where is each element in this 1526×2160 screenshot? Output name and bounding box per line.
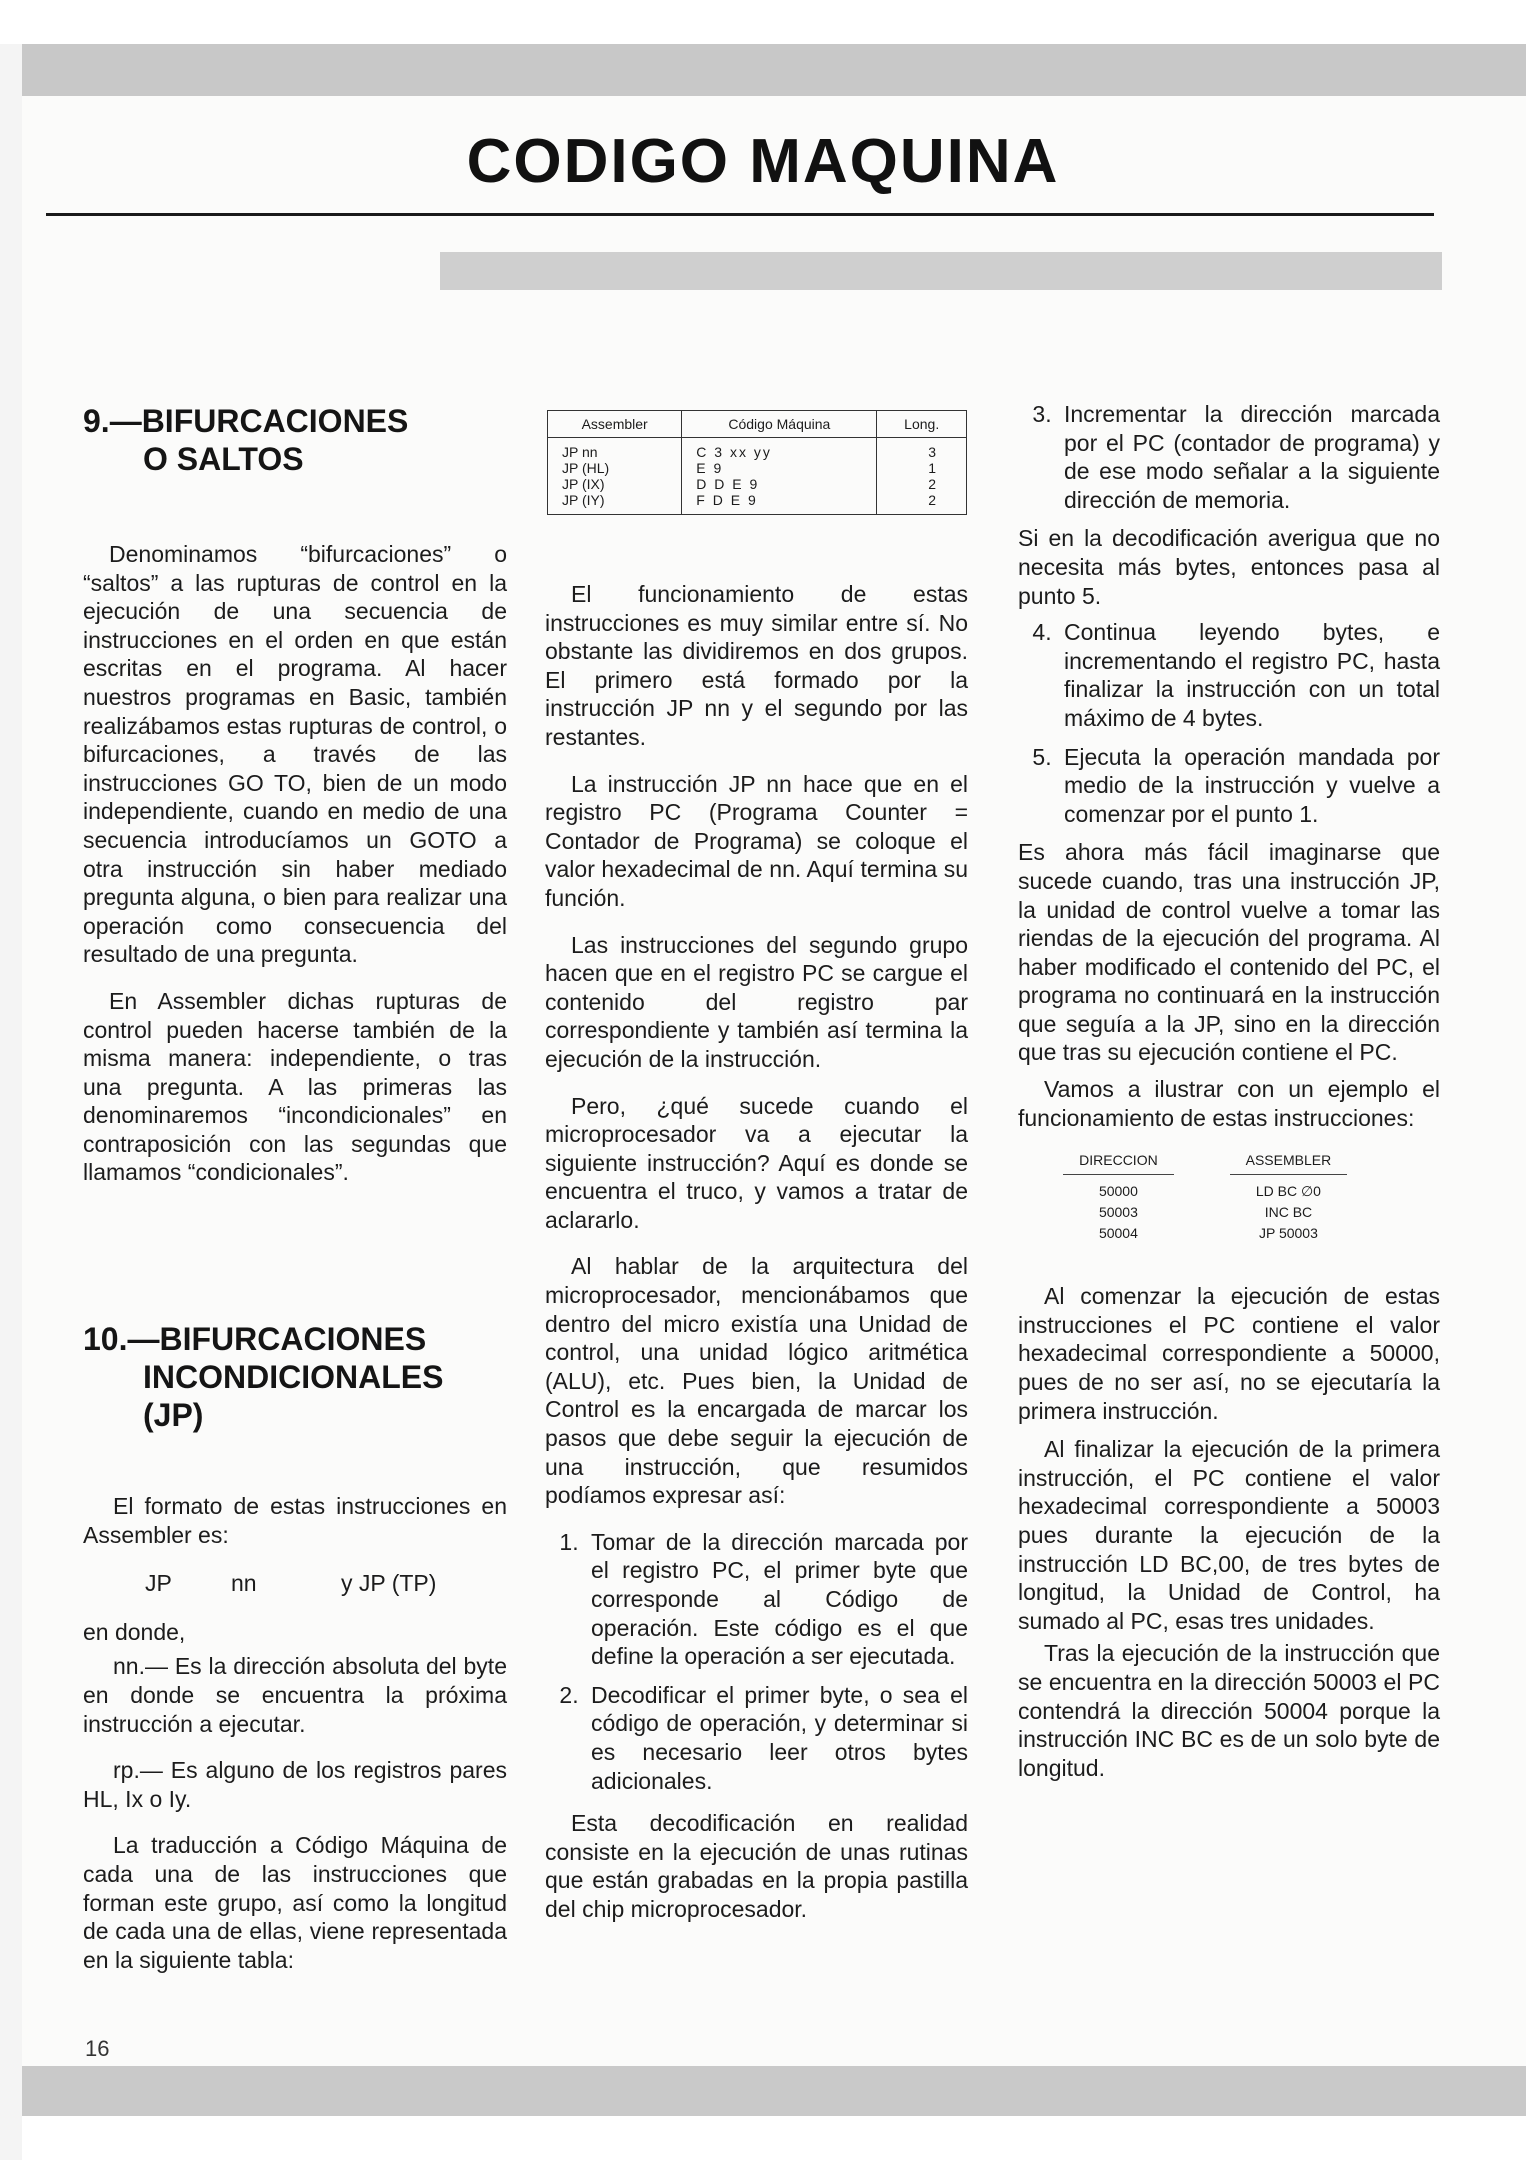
example-header (1201, 1150, 1376, 1181)
section-9-heading-line2: O SALTOS (143, 441, 304, 477)
table-cell: 50004 (1098, 1225, 1138, 1242)
page-number: 16 (85, 2036, 110, 2061)
paragraph: Vamos a ilustrar con un ejemplo el funcionamiento de estas instrucciones: (1018, 1076, 1440, 1131)
section-10-heading (83, 1320, 443, 1434)
instruction-table (547, 410, 967, 515)
section-9-heading (83, 402, 408, 478)
paragraph: Al finalizar la ejecución de la primera instrucción, el PC contiene el valor hexadecimal correspondiente a 50003 pues durante la ejecución de la instrucción LD BC,00, de tres bytes de longitud, la Unidad de Control, ha sumado al PC, esas tres unidades. (1018, 1436, 1440, 1634)
paragraph: Pero, ¿qué sucede cuando el microprocesador va a ejecutar la siguiente instrucción? Aquí es donde se encuentra el truco, y vamos a tratar de aclararlo. (545, 1092, 968, 1233)
title-rule (46, 213, 1434, 216)
paragraph: El formato de estas instrucciones en Assembler es: (83, 1493, 507, 1548)
example-table (1036, 1150, 1376, 1244)
steps-list (545, 1528, 968, 1795)
table-header: Código Máquina (682, 411, 877, 438)
scan-left-edge (0, 44, 22, 2160)
list-item: 1. Tomar de la dirección marcada por el registro PC, el primer byte que corresponde al Código de operación. Este código es el que define la operación a ser ejecutada. (585, 1528, 968, 1671)
code-jp: JP (145, 1570, 172, 1597)
section-10-heading-line3: (JP) (143, 1397, 204, 1433)
table-cell: INC BC (1264, 1204, 1313, 1221)
paragraph: Al hablar de la arquitectura del microprocesador, mencionábamos que dentro del micro existía una Unidad de control, una unidad lógico aritmética (ALU), etc. Pues bien, la Unidad de Control es la encargada de marcar los pasos que debe seguir la ejecución de una instrucción, que resumidos podíamos expresar así: (545, 1253, 968, 1509)
scan-top-band (22, 44, 1526, 96)
table-cell: LD BC ∅0 (1255, 1183, 1321, 1200)
table-row (1036, 1202, 1376, 1223)
list-item: 3. Incrementar la dirección marcada por el PC (contador de programa) y de ese modo señalar a la siguiente dirección de memoria. (1058, 400, 1440, 514)
column-1 (83, 540, 507, 1205)
code-format-line (83, 1569, 507, 1598)
steps-list (1018, 618, 1440, 828)
table-cell: D D E 9 (682, 476, 877, 492)
example-header-text: ASSEMBLER (1230, 1151, 1348, 1175)
table-cell: JP (IX) (548, 476, 682, 492)
column-1-lower (83, 1492, 507, 1992)
paragraph: Tras la ejecución de la instrucción que se encuentra en la dirección 50003 el PC contendrá la dirección 50004 porque la instrucción INC BC es de un solo byte de longitud. (1018, 1640, 1440, 1781)
page-title: CODIGO MAQUINA (466, 127, 1060, 196)
table-cell: JP 50003 (1258, 1225, 1318, 1242)
list-item: 5. Ejecuta la operación mandada por medio de la instrucción y vuelve a comenzar por el punto 1. (1058, 743, 1440, 829)
table-cell: JP (IY) (548, 492, 682, 515)
example-header-row (1036, 1150, 1376, 1181)
paragraph: La traducción a Código Máquina de cada una de las instrucciones que forman este grupo, así como la longitud de cada una de ellas, viene representada en la siguiente tabla: (83, 1832, 507, 1973)
table-cell: C 3 xx yy (682, 438, 877, 461)
section-10-heading-line2: INCONDICIONALES (143, 1359, 444, 1395)
table-cell: 50000 (1098, 1183, 1138, 1200)
paragraph: Es ahora más fácil imaginarse que sucede cuando, tras una instrucción JP, la unidad de control vuelve a tomar las riendas de la ejecución del programa. Al haber modificado el contenido del PC, el programa no continuará en la instrucción que seguía a la JP, sino en la dirección que tras su ejecución contiene el PC. (1018, 839, 1440, 1066)
paragraph: Si en la decodificación averigua que no necesita más bytes, entonces pasa al punto 5. (1018, 525, 1440, 609)
definition-rp: rp.— Es alguno de los registros pares HL, Ix o Iy. (83, 1757, 507, 1812)
example-header-text: DIRECCION (1063, 1151, 1174, 1175)
table-row (548, 438, 967, 461)
table-row (1036, 1223, 1376, 1244)
definition-nn: nn.— Es la dirección absoluta del byte en donde se encuentra la próxima instrucción a ejecutar. (83, 1653, 507, 1737)
paragraph: Denominamos “bifurcaciones” o “saltos” a las rupturas de control en la ejecución de una secuencia de instrucciones en el orden en que están escritas en el programa. Al hacer nuestros programas en Basic, también realizábamos estas rupturas de control, o bifurcaciones, a través de las instrucciones GO TO, bien de un modo independiente, cuando en medio de una secuencia introducíamos un GOTO a otra instrucción sin haber mediado pregunta alguna, o bien para realizar una operación como consecuencia del resultado de una pregunta. (83, 541, 507, 968)
table-cell: 1 (877, 460, 967, 476)
table-header: Long. (877, 411, 967, 438)
scan-bottom-band (22, 2066, 1526, 2116)
section-9-heading-line1: 9.—BIFURCACIONES (83, 403, 409, 439)
list-item: 2. Decodificar el primer byte, o sea el código de operación, y determinar si es necesario leer otros bytes adicionales. (585, 1681, 968, 1795)
table-row (548, 492, 967, 515)
paragraph: En Assembler dichas rupturas de control pueden hacerse también de la misma manera: independiente, o tras una pregunta. A las primeras las denominaremos “incondicionales” en contraposición con las segundas que llamamos “condicionales”. (83, 987, 507, 1186)
steps-list (1018, 400, 1440, 514)
section-10-heading-line1: 10.—BIFURCACIONES (83, 1321, 427, 1357)
table-header-row (548, 411, 967, 438)
table-header: Assembler (548, 411, 682, 438)
paragraph: en donde, (83, 1618, 186, 1645)
example-header (1036, 1150, 1201, 1181)
table-cell: E 9 (682, 460, 877, 476)
paragraph: Al comenzar la ejecución de estas instrucciones el PC contiene el valor hexadecimal correspondiente a 50000, pues de no ser así, no se ejecutaría la primera instrucción. (1018, 1283, 1440, 1424)
column-3 (1018, 400, 1440, 1800)
paragraph: La instrucción JP nn hace que en el registro PC (Programa Counter = Contador de Programa) se coloque el valor hexadecimal de nn. Aquí termina su función. (545, 770, 968, 911)
paragraph: Esta decodificación en realidad consiste en la ejecución de unas rutinas que están grabadas en la propia pastilla del chip microprocesador. (545, 1810, 968, 1922)
code-nn: nn (231, 1570, 257, 1597)
table-cell: 3 (877, 438, 967, 461)
paragraph: Las instrucciones del segundo grupo hacen que en el registro PC se cargue el contenido del registro par correspondiente y también así termina la ejecución de la instrucción. (545, 931, 968, 1072)
column-2 (545, 580, 968, 1942)
table-row (548, 476, 967, 492)
decorative-gray-bar (440, 252, 1442, 290)
scan-top-margin (0, 0, 1526, 44)
table-cell: 2 (877, 492, 967, 515)
table-row (548, 460, 967, 476)
paragraph: El funcionamiento de estas instrucciones es muy similar entre sí. No obstante las dividiremos en dos grupos. El primero está formado por la instrucción JP nn y el segundo por las restantes. (545, 581, 968, 750)
table-row (1036, 1181, 1376, 1202)
list-item: 4. Continua leyendo bytes, e incrementando el registro PC, hasta finalizar la instrucción con un total máximo de 4 bytes. (1058, 618, 1440, 732)
table-cell: F D E 9 (682, 492, 877, 515)
table-cell: JP nn (548, 438, 682, 461)
code-jp-tp: y JP (TP) (341, 1570, 437, 1597)
table-cell: JP (HL) (548, 460, 682, 476)
table-cell: 2 (877, 476, 967, 492)
table-cell: 50003 (1098, 1204, 1138, 1221)
